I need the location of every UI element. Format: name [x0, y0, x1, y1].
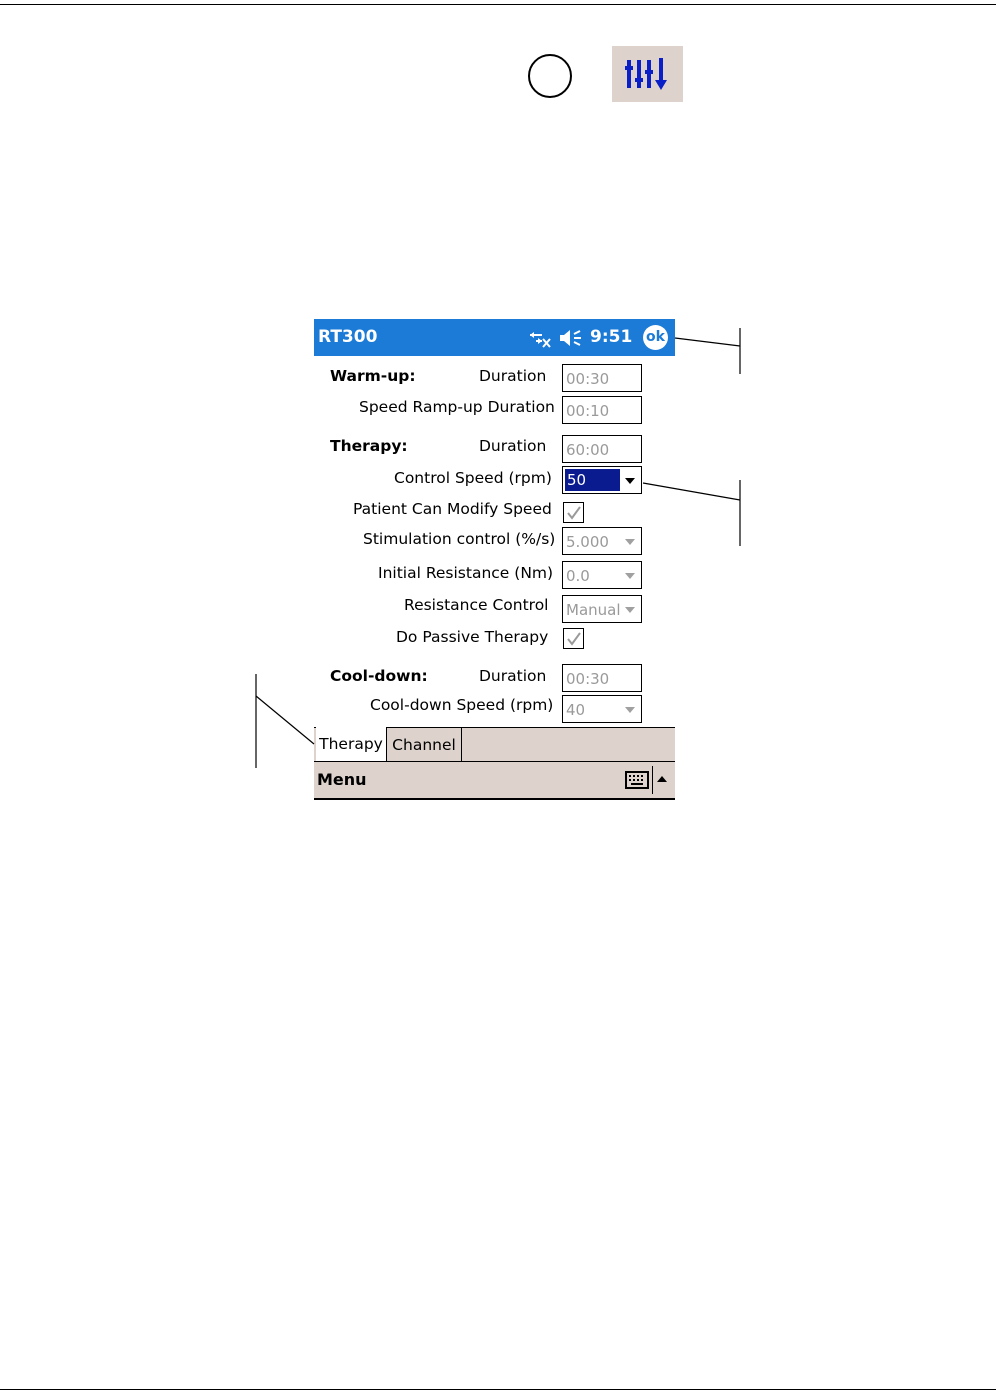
stim-control-value: 5.000 [566, 533, 609, 551]
warmup-section-label: Warm-up: [330, 367, 416, 385]
cooldown-section-label: Cool-down: [330, 667, 428, 685]
bottom-rule [0, 1389, 996, 1390]
resistance-control-label: Resistance Control [404, 596, 549, 614]
cooldown-speed-value: 40 [566, 701, 586, 719]
control-speed-label: Control Speed (rpm) [394, 469, 552, 487]
therapy-duration-label: Duration [479, 437, 547, 455]
tab-therapy[interactable]: Therapy [316, 727, 387, 761]
ok-button[interactable]: ok [643, 325, 668, 350]
callout-speed-line [643, 483, 740, 500]
warmup-duration-field[interactable]: 00:30 [562, 364, 642, 392]
warmup-duration-label: Duration [479, 367, 547, 385]
cooldown-speed-label: Cool-down Speed (rpm) [370, 696, 554, 714]
therapy-section-label: Therapy: [330, 437, 408, 455]
menu-button[interactable]: Menu [317, 770, 367, 789]
resistance-control-value: Manual [566, 601, 621, 619]
passive-therapy-label: Do Passive Therapy [396, 628, 549, 646]
app-title: RT300 [318, 327, 378, 347]
callout-ok-line [675, 338, 740, 346]
cooldown-duration-field[interactable]: 00:30 [562, 664, 642, 692]
ramp-duration-field[interactable]: 00:10 [562, 396, 642, 424]
initial-resistance-label: Initial Resistance (Nm) [378, 564, 554, 582]
stim-control-label: Stimulation control (%/s) [363, 530, 556, 548]
callout-tab-line [256, 696, 314, 744]
therapy-duration-field[interactable]: 60:00 [562, 435, 642, 463]
clock: 9:51 [590, 327, 633, 347]
control-speed-value: 50 [565, 469, 620, 491]
ramp-duration-label: Speed Ramp-up Duration [359, 398, 555, 416]
cooldown-duration-label: Duration [479, 667, 547, 685]
initial-resistance-value: 0.0 [566, 567, 590, 585]
patient-modify-label: Patient Can Modify Speed [353, 500, 552, 518]
tab-channel[interactable]: Channel [387, 727, 462, 761]
